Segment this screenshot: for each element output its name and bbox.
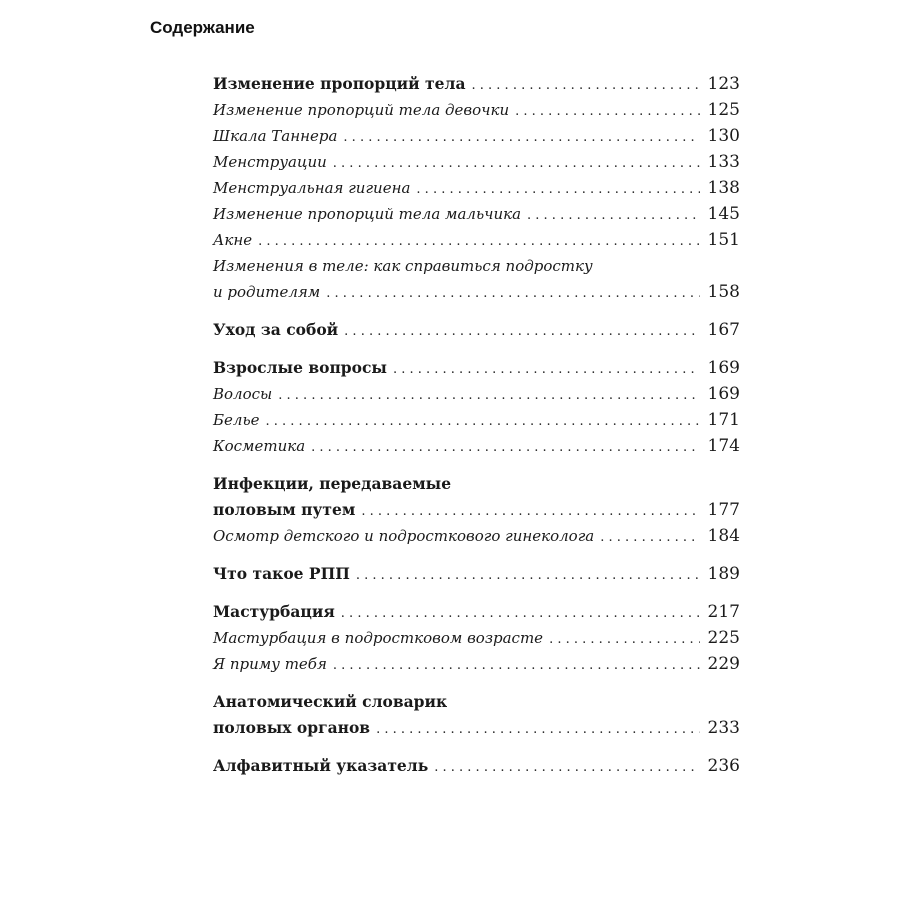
dot-leader: [515, 99, 700, 125]
dot-leader: [278, 383, 700, 409]
dot-leader: [333, 653, 700, 679]
toc-entry-label: Волосы: [213, 385, 273, 403]
table-of-contents: [213, 71, 740, 779]
dot-leader: [326, 281, 700, 307]
toc-page-number: 233: [707, 718, 740, 738]
dot-leader: [361, 499, 700, 525]
toc-entry-label: Белье: [213, 411, 260, 429]
toc-subentry[interactable]: [213, 97, 740, 123]
toc-subentry[interactable]: [213, 227, 740, 253]
dot-leader: [549, 627, 700, 653]
toc-entry-label: Акне: [213, 231, 253, 249]
toc-subentry[interactable]: [213, 381, 740, 407]
toc-subentry[interactable]: [213, 433, 740, 459]
toc-page-number: 229: [707, 654, 740, 674]
toc-entry-label: Менструальная гигиена: [213, 179, 411, 197]
toc-page-number: 184: [707, 526, 740, 546]
toc-entry[interactable]: [213, 599, 740, 625]
dot-leader: [393, 357, 700, 383]
toc-entry-label: Что такое РПП: [213, 564, 350, 583]
toc-page-number: 169: [707, 384, 740, 404]
toc-page-number: 169: [707, 358, 740, 378]
dot-leader: [527, 203, 700, 229]
toc-page-number: 225: [707, 628, 740, 648]
dot-leader: [266, 409, 701, 435]
toc-page-number: 138: [707, 178, 740, 198]
toc-entry-label: половых органов: [213, 718, 371, 737]
toc-entry-label-line: Инфекции, передаваемые: [213, 474, 452, 493]
toc-entry-label: Мастурбация в подростковом возрасте: [213, 629, 544, 647]
toc-entry-label: Изменение пропорций тела девочки: [213, 101, 510, 119]
dot-leader: [344, 319, 700, 345]
toc-page-number: 189: [707, 564, 740, 584]
toc-entry[interactable]: [213, 71, 740, 97]
toc-subentry[interactable]: [213, 175, 740, 201]
toc-page-number: 217: [707, 602, 740, 622]
dot-leader: [416, 177, 700, 203]
dot-leader: [600, 525, 700, 551]
toc-entry-label: Алфавитный указатель: [213, 756, 429, 775]
toc-entry-label: Изменение пропорций тела: [213, 74, 466, 93]
toc-entry[interactable]: [213, 753, 740, 779]
toc-subentry[interactable]: [213, 407, 740, 433]
toc-entry-label: Уход за собой: [213, 320, 339, 339]
dot-leader: [341, 601, 700, 627]
toc-page-number: 236: [707, 756, 740, 776]
toc-entry-label: Изменение пропорций тела мальчика: [213, 205, 522, 223]
toc-entry-label: Шкала Таннера: [213, 127, 338, 145]
page-title: Содержание: [150, 18, 255, 37]
toc-page-number: 125: [707, 100, 740, 120]
toc-subentry[interactable]: [213, 149, 740, 175]
toc-page-number: 151: [707, 230, 740, 250]
toc-entry-label: Я приму тебя: [213, 655, 327, 673]
toc-entry-label: половым путем: [213, 500, 356, 519]
toc-entry-label: Взрослые вопросы: [213, 358, 387, 377]
toc-entry-label: Осмотр детского и подросткового гинеколога: [213, 527, 595, 545]
toc-entry[interactable]: [213, 561, 740, 587]
toc-entry-label: Менструации: [213, 153, 327, 171]
toc-page-number: 174: [707, 436, 740, 456]
toc-page-number: 123: [707, 74, 740, 94]
dot-leader: [472, 73, 701, 99]
dot-leader: [343, 125, 700, 151]
toc-subentry[interactable]: [213, 201, 740, 227]
toc-page-number: 133: [707, 152, 740, 172]
toc-entry-label: и родителям: [213, 283, 321, 301]
toc-entry-label-line: Изменения в теле: как справиться подростку: [213, 257, 593, 275]
toc-subentry[interactable]: [213, 123, 740, 149]
toc-entry-label: Мастурбация: [213, 602, 335, 621]
toc-entry-label-line: Анатомический словарик: [213, 692, 448, 711]
dot-leader: [376, 717, 700, 743]
dot-leader: [356, 563, 700, 589]
toc-page-number: 158: [707, 282, 740, 302]
dot-leader: [434, 755, 700, 781]
toc-page-number: 130: [707, 126, 740, 146]
toc-page-number: 167: [707, 320, 740, 340]
dot-leader: [333, 151, 700, 177]
toc-subentry[interactable]: [213, 651, 740, 677]
toc-subentry[interactable]: [213, 279, 740, 305]
toc-subentry[interactable]: [213, 523, 740, 549]
toc-entry[interactable]: [213, 497, 740, 523]
toc-subentry[interactable]: [213, 625, 740, 651]
toc-page-number: 145: [707, 204, 740, 224]
dot-leader: [311, 435, 700, 461]
toc-entry[interactable]: [213, 355, 740, 381]
toc-entry[interactable]: [213, 317, 740, 343]
toc-entry-label: Косметика: [213, 437, 306, 455]
toc-entry[interactable]: [213, 715, 740, 741]
toc-page-number: 177: [707, 500, 740, 520]
dot-leader: [258, 229, 700, 255]
toc-page-number: 171: [707, 410, 740, 430]
